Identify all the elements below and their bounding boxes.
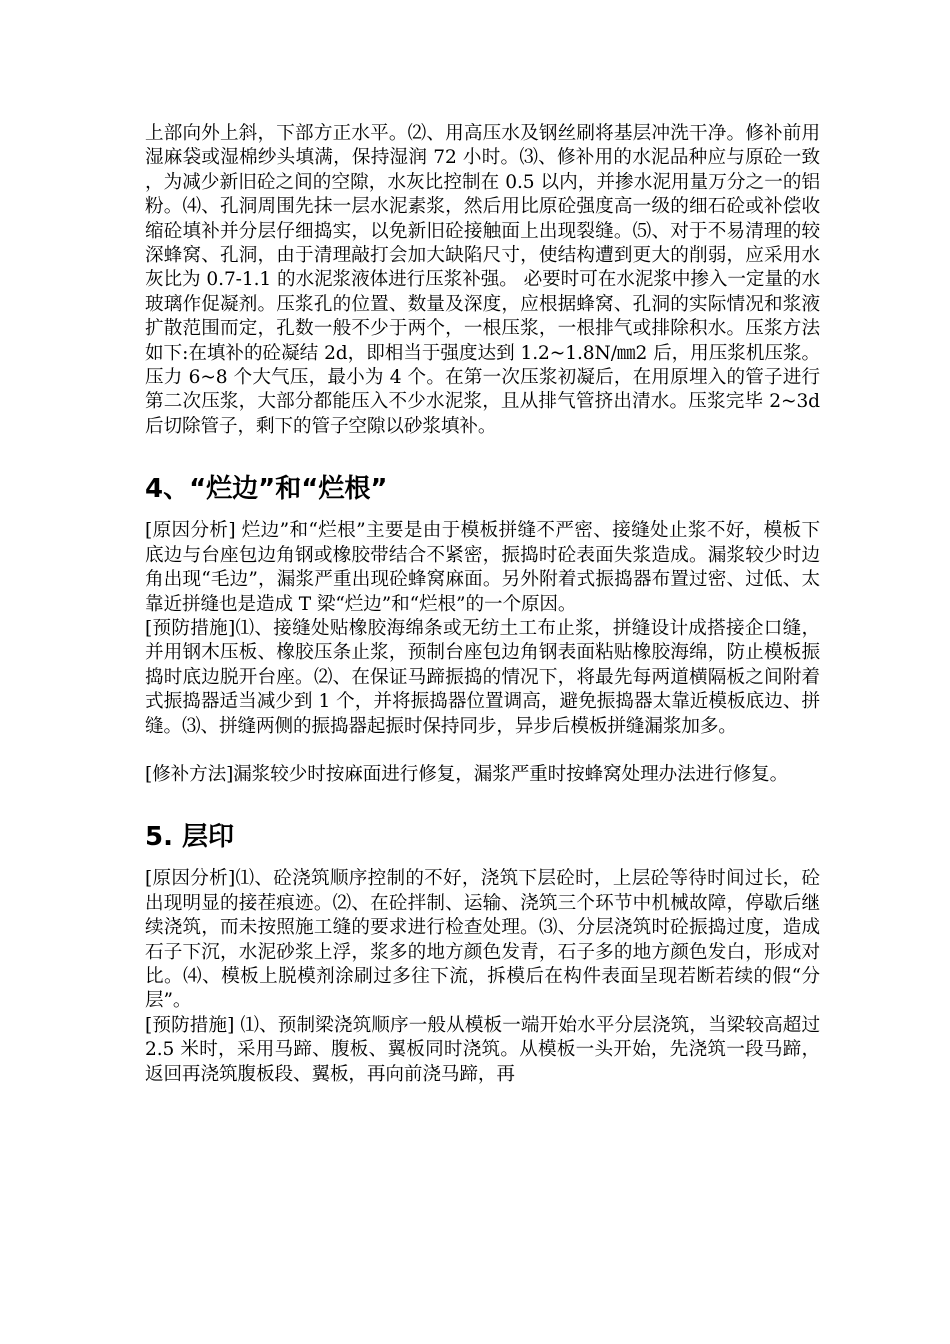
section-5-prevention: [预防措施] ⑴、预制梁浇筑顺序一般从模板一端开始水平分层浇筑，当梁较高超过 2.5 米时，采用马蹄、腹板、翼板同时浇筑。从模板一头开始，先浇筑一段马蹄，返回再浇筑腹板段、翼板，再向前浇马蹄，再 [145, 1014, 820, 1085]
spacer [145, 439, 820, 473]
section-5-cause: [原因分析]⑴、砼浇筑顺序控制的不好，浇筑下层砼时，上层砼等待时间过长，砼出现明显的接茬痕迹。⑵、在砼拌制、运输、浇筑三个环节中机械故障，停歇后继续浇筑，而未按照施工缝的要求进行检查处理。⑶、分层浇筑时砼振捣过度，造成石子下沉，水泥砂浆上浮，浆多的地方颜色发青，石子多的地方颜色发白，形成对比。⑷、模板上脱模剂涂刷过多往下流，拆模后在构件表面呈现若断若续的假“分层”。 [145, 868, 820, 1012]
spacer [145, 853, 820, 867]
section-5-heading: 5. 层印 [145, 822, 235, 853]
spacer [145, 505, 820, 519]
section-4-heading: 4、“烂边”和“烂根” [145, 474, 388, 505]
intro-paragraph: 上部向外上斜，下部方正水平。⑵、用高压水及钢丝刷将基层冲洗干净。修补前用湿麻袋或湿棉纱头填满，保持湿润 72 小时。⑶、修补用的水泥品种应与原砼一致，为减少新旧砼之间的空隙，水灰比控制在 0.5 以内，并掺水泥用量万分之一的铝粉。⑷、孔洞周围先抹一层水泥素浆，然后用比原砼强度高一级的细石砼或补偿收缩砼填补并分层仔细捣实，以免新旧砼接触面上出现裂缝。⑸、对于不易清理的较深蜂窝、孔洞，由于清理敲打会加大缺陷尺寸，使结构遭到更大的削弱，应采用水灰比为 0.7-1.1 的水泥浆液体进行压浆补强。 必要时可在水泥浆中掺入一定量的水玻璃作促凝剂。压浆孔的位置、数量及深度，应根据蜂窝、孔洞的实际情况和浆液扩散范围而定，孔数一般不少于两个，一根压浆，一根排气或排除积水。压浆方法如下:在填补的砼凝结 2d，即相当于强度达到 1.2~1.8N/㎜2 后，用压浆机压浆。压力 6~8 个大气压，最小为 4 个。在第一次压浆初凝后，在用原埋入的管子进行第二次压浆，大部分都能压入不少水泥浆，且从排气管挤出清水。压浆完毕 2~3d 后切除管子，剩下的管子空隙以砂浆填补。 [145, 123, 820, 437]
section-4-prevention: [预防措施]⑴、接缝处贴橡胶海绵条或无纺土工布止浆，拼缝设计成搭接企口缝，并用钢木压板、橡胶压条止浆，预制台座包边角钢表面粘贴橡胶海绵，防止模板振捣时底边脱开台座。⑵、在保证马蹄振捣的情况下，将最先每两道横隔板之间附着式振捣器适当减少到 1 个，并将振捣器位置调高，避免振捣器太靠近模板底边、拼缝。⑶、拼缝两侧的振捣器起振时保持同步，异步后模板拼缝漏浆加多。 [145, 617, 820, 737]
spacer [145, 787, 820, 821]
document-page [145, 122, 820, 1087]
spacer [145, 739, 820, 763]
section-4-repair: [修补方法]漏浆较少时按麻面进行修复，漏浆严重时按蜂窝处理办法进行修复。 [145, 763, 789, 785]
section-4-cause: [原因分析] 烂边”和“烂根”主要是由于模板拼缝不严密、接缝处止浆不好，模板下底边与台座包边角钢或橡胶带结合不紧密，振捣时砼表面失浆造成。漏浆较少时边角出现“毛边”，漏浆严重出现砼蜂窝麻面。另外附着式振捣器布置过密、过低、太靠近拼缝也是造成 T 梁“烂边”和“烂根”的一个原因。 [145, 520, 820, 615]
